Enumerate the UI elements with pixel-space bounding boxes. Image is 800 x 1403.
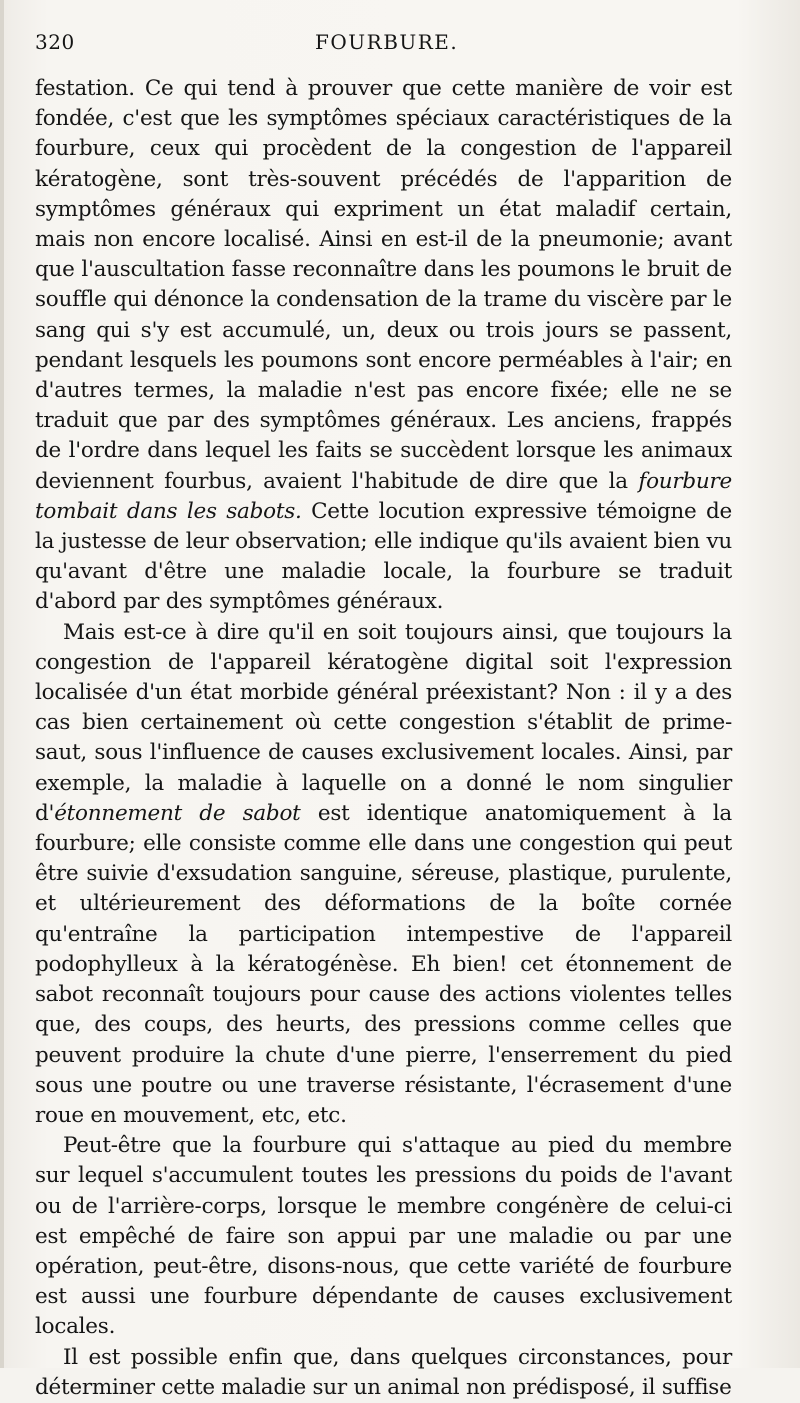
paragraph [35,618,732,1131]
text-run: festation. Ce qui tend à prouver que cette manière de voir est fondée, c'est que les symptômes spéciaux caractéristiques de la fourbure, ceux qui procèdent de la congestion de l'appareil kératogène, sont très-souvent précédés de l'apparition de symptômes généraux qui expriment un état maladif certain, mais non encore localisé. Ainsi en est-il de la pneumonie; avant que l'auscultation fasse reconnaître dans les poumons le bruit de souffle qui dénonce la condensation de la trame du viscère par le sang qui s'y est accumulé, un, deux ou trois jours se passent, pendant lesquels les poumons sont encore perméables à l'air; en d'autres termes, la maladie n'est pas encore fixée; elle ne se traduit que par des symptômes généraux. Les anciens, frappés de l'ordre dans lequel les faits se succèdent lorsque les animaux deviennent fourbus, avaient l'habitude de dire que la [35,76,732,494]
italic-run: étonnement de sabot [54,800,301,826]
page-header [35,30,730,60]
paragraph [35,1131,732,1342]
paragraph [35,1343,732,1403]
paragraph [35,74,732,618]
text-run: Il est possible enfin que, dans quelques circonstances, pour déterminer cette maladie sur un animal non prédisposé, il suffise [35,1344,732,1400]
body-text [35,74,732,1403]
running-head: FOURBURE. [315,30,459,54]
page-number: 320 [35,30,75,54]
page-edge-shadow [0,0,4,1368]
text-run: Cette locution expressive témoigne de la justesse de leur observation; elle indique qu'ils avaient bien vu qu'avant d'être une maladie locale, la fourbure se traduit d'abord par des symptômes généraux. [35,498,732,615]
text-run: Mais est-ce à dire qu'il en soit toujours ainsi, que toujours la congestion de l'appareil kératogène digital soit l'expression localisée d'un état morbide général préexistant? Non : il y a des cas bien certainement où cette congestion s'établit de prime-saut, sous l'influence de causes exclusivement locales. Ainsi, par exemple, la maladie à laquelle on a donné le nom singulier d' [35,619,732,826]
text-run: Peut-être que la fourbure qui s'attaque au pied du membre sur lequel s'accumulent toutes les pressions du poids de l'avant ou de l'arrière-corps, lorsque le membre congénère de celui-ci est empêché de faire son appui par une maladie ou par une opération, peut-être, disons-nous, que cette variété de fourbure est aussi une fourbure dépendante de causes exclusivement locales. [35,1133,732,1340]
text-run: est identique anatomiquement à la fourbure; elle consiste comme elle dans une congestion qui peut être suivie d'exsudation sanguine, séreuse, plastique, purulente, et ultérieurement des déformations de la boîte cornée qu'entraîne la participation intempestive de l'appareil podophylleux à la kératogénèse. Eh bien! cet étonnement de sabot reconnaît toujours pour cause des actions violentes telles que, des coups, des heurts, des pressions comme celles que peuvent produire la chute d'une pierre, l'enserrement du pied sous une poutre ou une traverse résistante, l'écrasement d'une roue en mouvement, etc, etc. [35,800,732,1128]
italic-run: fourbure tombait dans les sabots. [35,468,732,524]
